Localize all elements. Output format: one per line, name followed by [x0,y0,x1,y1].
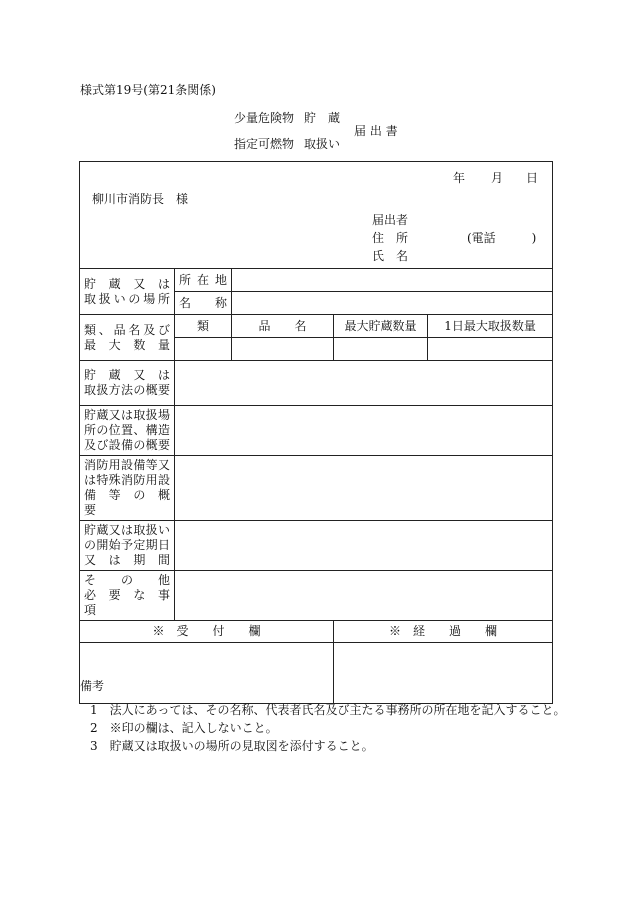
facility-value[interactable] [175,406,553,456]
other-label-cell [80,571,183,621]
addressee: 柳川市消防長 様 [92,192,189,206]
location-label-cell [80,269,175,315]
period-label-cell [80,521,175,571]
note-item: 3 貯蔵又は取扱いの場所の見取図を添付すること。 [90,739,374,753]
col-max-daily-header: 1日最大取扱数量 [428,315,553,338]
form-number-label: 様式第19号(第21条関係) [80,83,216,97]
title-small-quantity: 少量危険物 [234,111,295,125]
address-label: 住 所 [372,231,409,245]
note-item: 2 ※印の欄は、記入しないこと。 [90,721,278,735]
period-value[interactable] [175,521,553,571]
fire-equipment-label-cell [80,456,183,521]
kind-label-line-2: 最 大 数 量 [84,337,170,352]
method-value[interactable] [175,361,553,406]
other-value[interactable] [175,571,553,621]
location-name-label: 名 称 [175,292,232,315]
kind-label-cell [80,315,175,361]
applicant-label: 届出者 [372,213,409,227]
facility-label-line-2: 所の位置、構造 [84,423,170,437]
title-designated-combustible: 指定可燃物 [234,137,295,151]
note-item: 1 法人にあっては、その名称、代表者氏名及び主たる事務所の所在地を記入すること。 [90,703,566,717]
col-item-header: 品 名 [232,315,334,338]
period-label-line-2: の開始予定期日 [84,538,170,552]
col-max-storage-header: 最大貯蔵数量 [334,315,428,338]
location-label-line-1: 貯 蔵 又 は [84,276,170,291]
document-title [234,112,424,152]
notes-section [80,680,566,752]
period-label-line-3: 又 は 期 間 [84,553,170,567]
method-label-line-1: 貯 蔵 又 は [84,368,170,382]
date-month-label: 月 [491,171,504,185]
notification-form-table [79,161,553,704]
facility-label-line-3: 及び設備の概要 [84,438,170,452]
date-year-label: 年 [453,171,466,185]
title-storage: 貯 蔵 [304,111,341,125]
location-address-label: 所在地 [175,269,232,292]
kind-value[interactable] [175,338,232,361]
title-notification: 届 出 書 [354,124,398,138]
col-kind-header: 類 [175,315,232,338]
location-label-line-2: 取扱いの場所 [84,291,170,306]
progress-header: ※ 経 過 欄 [334,621,553,643]
title-handling: 取扱い [304,137,341,151]
notes-heading: 備考 [80,679,105,693]
location-address-value[interactable] [232,269,553,292]
item-value[interactable] [232,338,334,361]
method-label-line-2: 取扱方法の概要 [84,383,170,397]
fire-label-line-3: 備 等 の 概 要 [84,488,183,517]
date-day-label: 日 [526,171,539,185]
facility-label-cell [80,406,175,456]
other-label-line-2: 必 要 な 事 項 [84,588,183,617]
method-label-cell [80,361,175,406]
name-label: 氏 名 [372,249,409,263]
other-label-line-1: そ の 他 [84,573,170,587]
max-daily-value[interactable] [428,338,553,361]
phone-label: (電話 ) [467,231,537,245]
max-storage-value[interactable] [334,338,428,361]
reception-header: ※ 受 付 欄 [80,621,334,643]
fire-equipment-value[interactable] [175,456,553,521]
location-name-value[interactable] [232,292,553,315]
period-label-line-1: 貯蔵又は取扱い [84,523,170,537]
fire-label-line-1: 消防用設備等又 [84,458,170,472]
facility-label-line-1: 貯蔵又は取扱場 [84,408,170,422]
header-section [80,162,553,269]
fire-label-line-2: は特殊消防用設 [84,473,170,487]
kind-label-line-1: 類、品名及び [84,322,170,337]
